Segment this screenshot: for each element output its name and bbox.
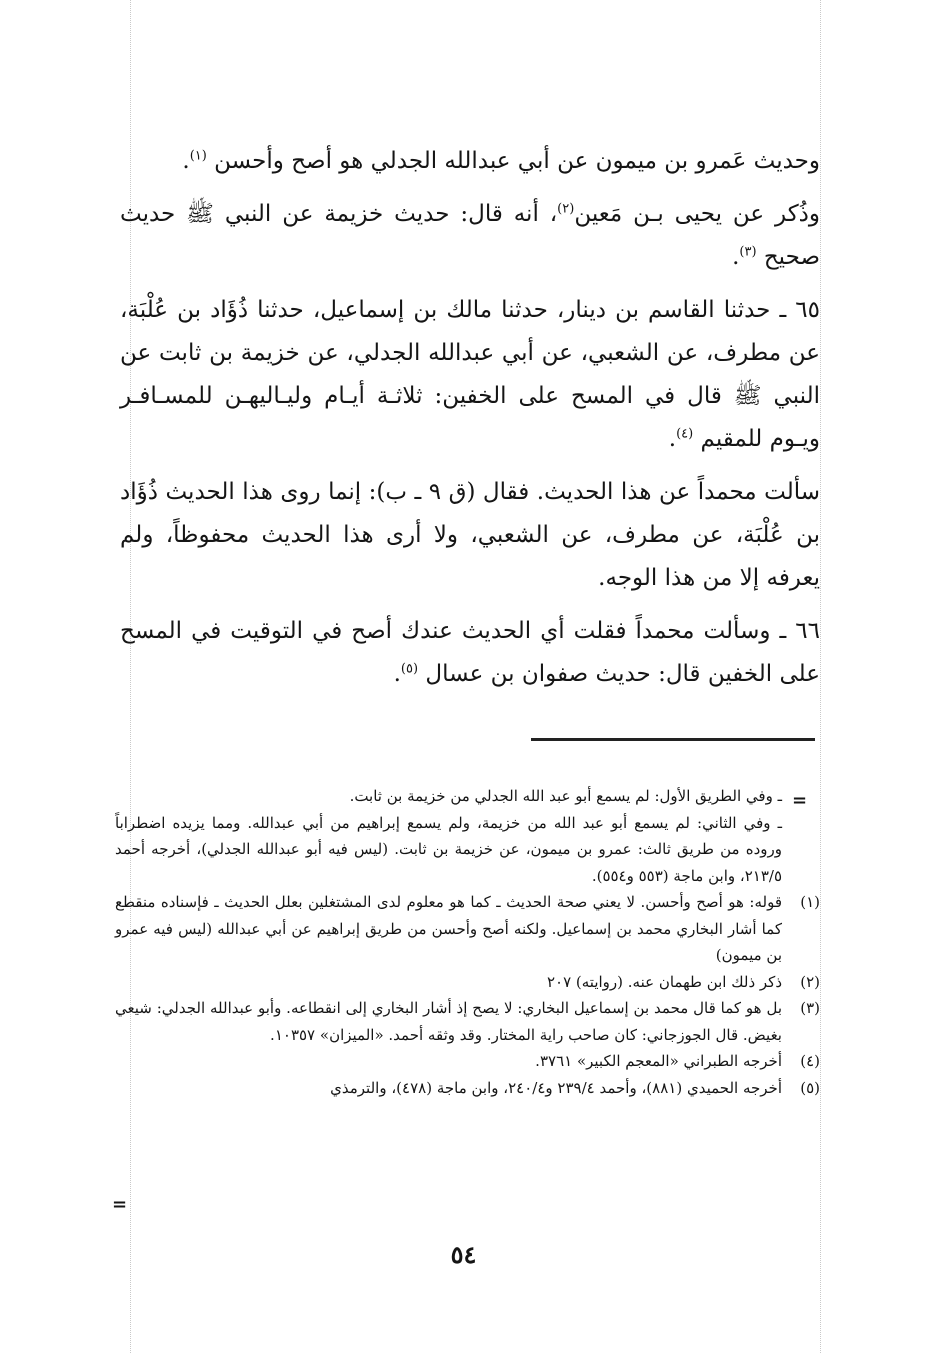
continuation-mark: =	[112, 1194, 128, 1215]
footnote-ref: (٢)	[557, 201, 575, 217]
continuation-mark: =	[792, 790, 808, 811]
paragraph-hadith-65: ٦٥ ـ حدثنا القاسم بن دينار، حدثنا مالك بن إسماعيل، حدثنا ذُؤَاد بن عُلْبَة، عن مطرف، عن الشعبي، عن أبي عبدالله الجدلي، عن خزيمة بن ثابت عن النبي ﷺ قال في المسح على الخفين: ثلاثـة أيـام وليـاليهـن للمسـافـر ويـوم للمقيم $^{(٤)}$.	[120, 297, 820, 452]
main-text	[120, 140, 820, 696]
footnote-divider	[531, 738, 815, 741]
footnote-4: (٤) أخرجه الطبراني «المعجم الكبير» ٣٧٦١.	[535, 1052, 820, 1070]
scan-guide-line	[820, 0, 821, 1353]
footnote-ref: (٥)	[400, 661, 419, 677]
footnote-5: (٥) أخرجه الحميدي (٨٨١)، وأحمد ٢٣٩/٤ و٢٤٠/٤، وابن ماجة (٤٧٨)، والترمذي	[330, 1078, 820, 1097]
footnote-ref: (٤)	[676, 426, 694, 442]
footnote-3: (٣) بل هو كما قال محمد بن إسماعيل البخاري: لا يصح إذ أشار البخاري إلى انقطاعه. وأبو عبدالله الجدلي: شيعي بغيض. قال الجوزجاني: كان صاحب راية المختار. وقد وثقه أحمد. «الميزان» ١٠٣٥٧.	[115, 999, 820, 1044]
paragraph-1: وحديث عَمرو بن ميمون عن أبي عبدالله الجدلي هو أصح وأحسن $^{(١)}$.	[182, 148, 820, 174]
paragraph-question: سألت محمداً عن هذا الحديث. فقال (ق ٩ ـ ب): إنما روى هذا الحديث ذُؤَاد بن عُلْبَة، عن مطرف، عن الشعبي، ولا أرى هذا الحديث محفوظاً، ولم يعرفه إلا من هذا الوجه.	[120, 479, 820, 591]
footnote-continuation: ـ وفي الطريق الأول: لم يسمع أبو عبد الله الجدلي من خزيمة بن ثابت.	[349, 787, 782, 805]
paragraph-hadith-66: ٦٦ ـ وسألت محمداً فقلت أي الحديث عندك أصح في التوقيت في المسح على الخفين قال: حديث صفوان بن عسال $^{(٥)}$.	[120, 618, 820, 687]
footnotes	[115, 783, 820, 1101]
footnote-ref: (١)	[189, 148, 207, 164]
footnote-ref: (٣)	[739, 244, 757, 260]
page-number: ٥٤	[450, 1240, 477, 1269]
footnote-2: (٢) ذكر ذلك ابن طهمان عنه. (روايته) ٢٠٧	[546, 972, 820, 991]
paragraph-2: وذُكر عن يحيى بـن مَعين$^{(٢)}$، أنه قال: حديث خزيمة عن النبي ﷺ حديث صحيح $^{(٣)}$.	[120, 201, 821, 270]
footnote-1: (١) قوله: هو أصح وأحسن. لا يعني صحة الحديث ـ كما هو معلوم لدى المشتغلين بعلل الحديث ـ فإسناده منقطع كما أشار البخاري محمد بن إسماعيل. ولكنه أصح وأحسن من طريق إبراهيم عن أبي عبدالله (ليس فيه عمرو بن ميمون)	[115, 893, 820, 964]
footnote-continuation: ـ وفي الثاني: لم يسمع أبو عبد الله من خزيمة، ولم يسمع إبراهيم من أبي عبدالله. ومما يزيده اضطراباً وروده من طريق ثالث: عمرو بن ميمون، عن خزيمة بن ثابت. (ليس فيه أبو عبدالله الجدلي)، أخرجه أحمد ٢١٣/٥، وابن ماجة (٥٥٣ و٥٥٤).	[115, 813, 782, 885]
